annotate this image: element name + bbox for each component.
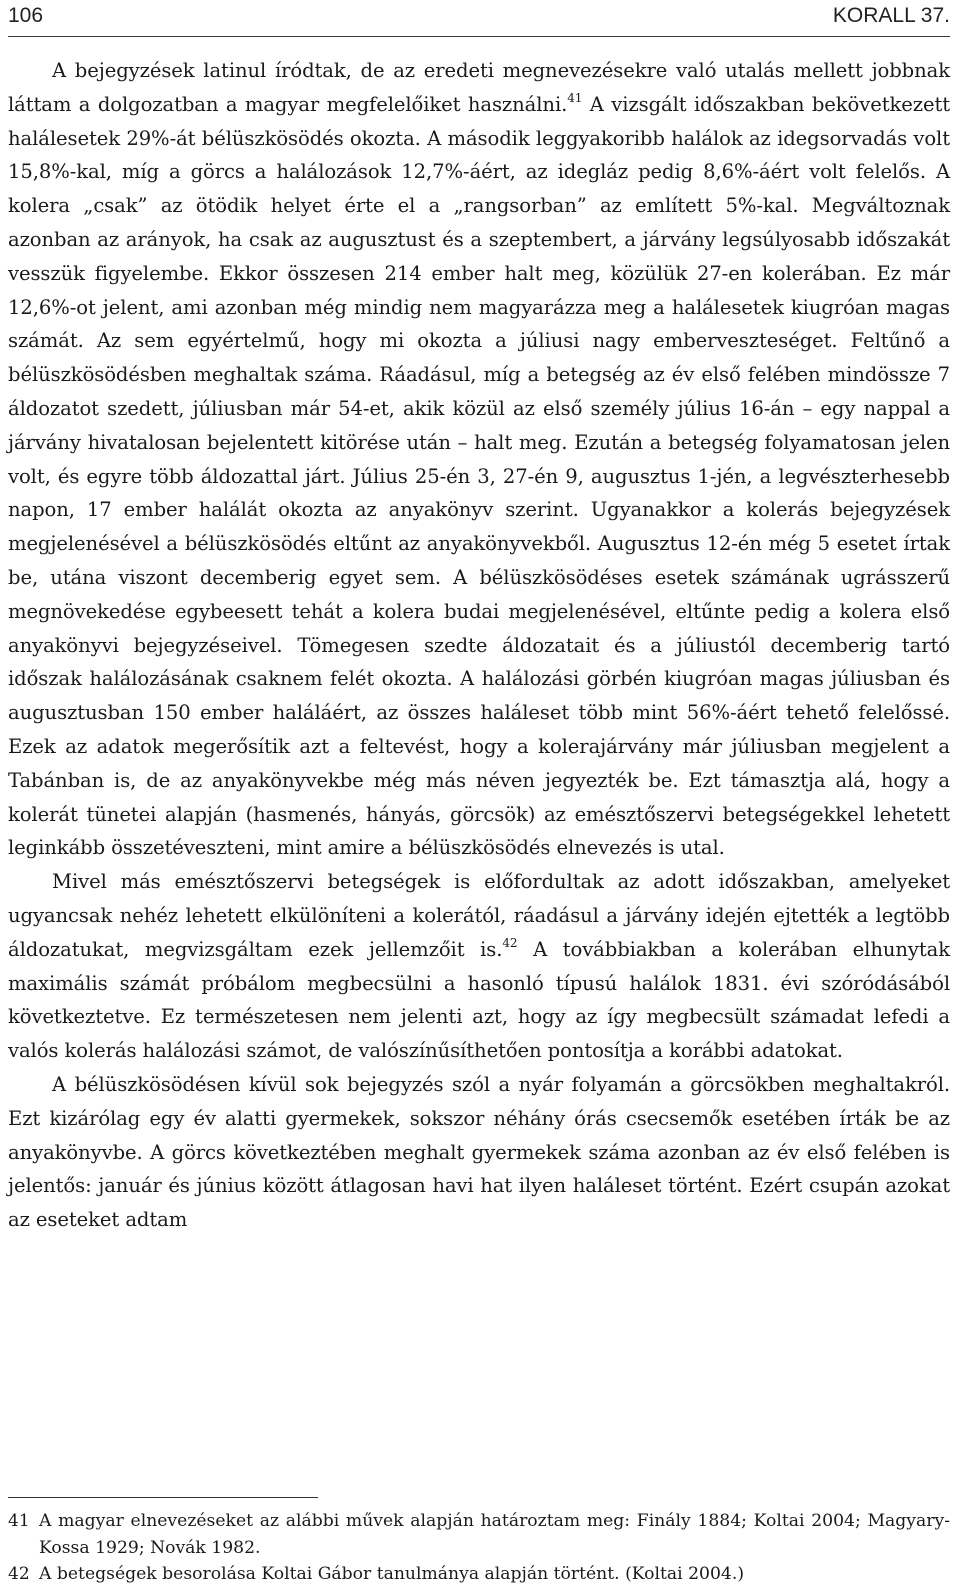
footnote-reference[interactable]: 41 — [567, 90, 583, 105]
footnotes — [8, 1508, 950, 1588]
paragraph — [8, 1068, 950, 1237]
footnote-text: A magyar elnevezéseket az alábbi művek alapján határoztam meg: Finály 1884; Koltai 2004; Magyary-Kossa 1929; Novák 1982. — [39, 1511, 950, 1558]
paragraph-text: A továbbiakban a kolerában elhunytak maximális számát próbálom megbecsülni a hasonló típusú halálok 1831. évi szóródásából következtetve. Ez természetesen nem jelenti azt, hogy az így megbecsült számadat lefedi a valós kolerás halálozási számot, de valószínűsíthetően pontosítja a korábbi adatokat. — [8, 937, 951, 1063]
journal-title: KORALL 37. — [832, 4, 950, 27]
paragraph-text: A vizsgált időszakban bekövetkezett halálesetek 29%-át bélüszkösödés okozta. A második leggyakoribb halálok az idegsorvadás volt 15,8%-kal, míg a görcs a halálozások 12,7%-áért, az idegláz pedig 8,6%-áért volt felelős. A kolera „csak” az ötödik helyet érte el a „rangsorban” az említett 5%-kal. Megváltoznak azonban az arányok, ha csak az augusztust és a szeptembert, a járvány legsúlyosabb időszakát vesszük figyelembe. Ekkor összesen 214 ember halt meg, közülük 27-en kolerában. Ez már 12,6%-ot jelent, ami azonban még mindig nem magyarázza meg a halálesetek kiugróan magas számát. Az sem egyértelmű, hogy mi okozta a júliusi nagy emberveszteséget. Feltűnő a bélüszkösödésben meghaltak száma. Ráadásul, míg a betegség az év első felében mindössze 7 áldozatot szedett, júliusban már 54-et, akik közül az első személy július 16-án – egy nappal a járvány hivatalosan bejelentett kitörése után – halt meg. Ezután a betegség folyamatosan jelen volt, és egyre több áldozattal járt. Július 25-én 3, 27-én 9, augusztus 1-jén, a legvészterhesebb napon, 17 ember halálát okozta az anyakönyv szerint. Ugyanakkor a kolerás bejegyzések megjelenésével a bélüszkösödés eltűnt az anyakönyvekből. Augusztus 12-én még 5 esetet írtak be, utána viszont decemberig egyet sem. A bélüszkösödéses esetek számának ugrásszerű megnövekedése egybeesett tehát a kolera budai megjelenésével, eltűnte pedig a kolera első anyakönyvi bejegyzéseivel. Tömegesen szedte áldozatait és a júliustól decemberig tartó időszak halálozásának csaknem felét okozta. A halálozási görbén kiugróan magas júliusban és augusztusban 150 ember haláláért, az összes haláleset több mint 56%-áért tehető felelőssé. Ezek az adatok megerősítik azt a feltevést, hogy a kolerajárvány már júliusban megjelent a Tabánban is, de az anyakönyvekbe még más néven jegyezték be. Ezt támasztja alá, hogy a kolerát tünetei alapján (hasmenés, hányás, görcsök) az emésztőszervi betegségekkel lehetett leginkább összetéveszteni, mint amire a bélüszkösödés elnevezés is utal. — [8, 92, 951, 860]
footnote-separator — [8, 1497, 318, 1498]
paragraph — [8, 865, 950, 1068]
paragraph-text: A bejegyzések latinul íródtak, de az eredeti megnevezésekre való utalás mellett jobbnak láttam a dolgozatban a magyar megfelelőiket használni. — [8, 59, 950, 116]
footnote — [8, 1508, 950, 1561]
paragraph-text: A bélüszkösödésen kívül sok bejegyzés szól a nyár folyamán a görcsökben meghaltakról. Ezt kizárólag egy év alatti gyermekek, sokszor néhány órás csecsemők esetében írták be az anyakönyvbe. A görcs következtében meghalt gyermekek száma azonban az év első felében is jelentős: január és június között átlagosan havi hat ilyen haláleset történt. Ezért csupán azokat az eseteket adtam — [8, 1072, 950, 1232]
footnote — [8, 1561, 950, 1588]
paragraph — [8, 54, 950, 865]
footnote-number: 41 — [8, 1511, 30, 1531]
footnote-reference[interactable]: 42 — [502, 935, 518, 950]
footnote-text: A betegségek besorolása Koltai Gábor tanulmánya alapján történt. (Koltai 2004.) — [39, 1564, 745, 1584]
body-text — [8, 54, 950, 1237]
page-number: 106 — [8, 4, 44, 27]
paragraph-text: Mivel más emésztőszervi betegségek is előfordultak az adott időszakban, amelyeket ugyancsak nehéz lehetett elkülöníteni a kolerától, ráadásul a járvány idején ejtették a legtöbb áldozatukat, megvizsgáltam ezek jellemzőit is. — [8, 870, 950, 961]
running-header — [8, 0, 950, 37]
footnote-number: 42 — [8, 1564, 30, 1584]
